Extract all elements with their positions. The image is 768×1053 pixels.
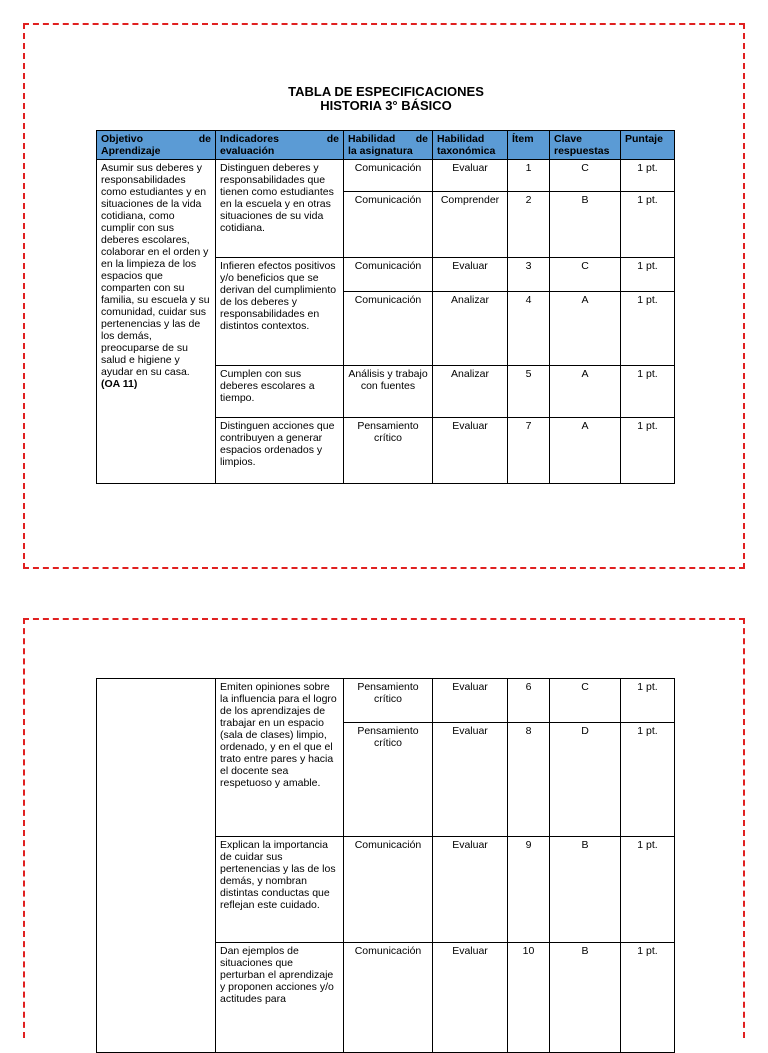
item-cell: 8 bbox=[508, 723, 550, 837]
item-cell: 7 bbox=[508, 418, 550, 484]
item-cell: 9 bbox=[508, 837, 550, 943]
taxonomica-cell: Evaluar bbox=[433, 258, 508, 292]
habilidad-cell: Análisis y trabajo con fuentes bbox=[344, 366, 433, 418]
habilidad-cell: Comunicación bbox=[344, 292, 433, 366]
taxonomica-cell: Evaluar bbox=[433, 679, 508, 723]
item-cell: 5 bbox=[508, 366, 550, 418]
header-objetivo: Objetivo de Aprendizaje bbox=[97, 131, 216, 160]
taxonomica-cell: Evaluar bbox=[433, 943, 508, 1053]
item-cell: 1 bbox=[508, 160, 550, 192]
header-puntaje: Puntaje bbox=[621, 131, 675, 160]
item-cell: 3 bbox=[508, 258, 550, 292]
indicator-cell: Distinguen acciones que contribuyen a generar espacios ordenados y limpios. bbox=[216, 418, 344, 484]
puntaje-cell: 1 pt. bbox=[621, 679, 675, 723]
indicator-cell: Dan ejemplos de situaciones que perturban el aprendizaje y proponen acciones y/o actitudes para bbox=[216, 943, 344, 1053]
clave-cell: A bbox=[550, 292, 621, 366]
puntaje-cell: 1 pt. bbox=[621, 943, 675, 1053]
objective-cell bbox=[97, 679, 216, 1053]
indicator-cell: Emiten opiniones sobre la influencia para el logro de los aprendizajes de trabajar en un espacio (sala de clases) limpio, ordenado, y en el que el trato entre pares y hacia el docente sea respetuoso y amable. bbox=[216, 679, 344, 837]
clave-cell: B bbox=[550, 192, 621, 258]
habilidad-cell: Comunicación bbox=[344, 160, 433, 192]
habilidad-cell: Comunicación bbox=[344, 192, 433, 258]
table-header-row bbox=[97, 131, 675, 160]
indicator-cell: Infieren efectos positivos y/o beneficios que se derivan del cumplimiento de los deberes y responsabilidades en distintos contextos. bbox=[216, 258, 344, 366]
habilidad-cell: Comunicación bbox=[344, 943, 433, 1053]
clave-cell: D bbox=[550, 723, 621, 837]
taxonomica-cell: Evaluar bbox=[433, 418, 508, 484]
objective-code: (OA 11) bbox=[101, 378, 138, 390]
puntaje-cell: 1 pt. bbox=[621, 837, 675, 943]
puntaje-cell: 1 pt. bbox=[621, 723, 675, 837]
indicator-cell: Cumplen con sus deberes escolares a tiempo. bbox=[216, 366, 344, 418]
taxonomica-cell: Analizar bbox=[433, 366, 508, 418]
objective-cell bbox=[97, 160, 216, 484]
objective-text: Asumir sus deberes y responsabilidades como estudiantes y en situaciones de la vida cotidiana, como cumplir con sus deberes escolares, colaborar en el orden y en la limpieza de los espacios que comparten con su familia, su escuela y su comunidad, cuidar sus pertenencias y las de los demás, preocuparse de su salud e higiene y ayudar en su casa. bbox=[101, 162, 210, 378]
document-page-2 bbox=[23, 618, 745, 1038]
document-page-1 bbox=[23, 23, 745, 569]
habilidad-cell: Comunicación bbox=[344, 258, 433, 292]
specification-table bbox=[96, 130, 675, 484]
title-line-2: HISTORIA 3° BÁSICO bbox=[320, 98, 452, 113]
taxonomica-cell: Evaluar bbox=[433, 160, 508, 192]
indicator-cell: Explican la importancia de cuidar sus pertenencias y las de los demás, y nombran distintas conductas que reflejan este cuidado. bbox=[216, 837, 344, 943]
puntaje-cell: 1 pt. bbox=[621, 258, 675, 292]
puntaje-cell: 1 pt. bbox=[621, 292, 675, 366]
header-item: Ítem bbox=[508, 131, 550, 160]
taxonomica-cell: Evaluar bbox=[433, 723, 508, 837]
title-line-1: TABLA DE ESPECIFICACIONES bbox=[288, 84, 484, 99]
puntaje-cell: 1 pt. bbox=[621, 366, 675, 418]
item-cell: 10 bbox=[508, 943, 550, 1053]
habilidad-cell: Pensamiento crítico bbox=[344, 418, 433, 484]
item-cell: 4 bbox=[508, 292, 550, 366]
table-row bbox=[97, 160, 675, 192]
clave-cell: C bbox=[550, 160, 621, 192]
habilidad-cell: Comunicación bbox=[344, 837, 433, 943]
header-clave: Clave respuestas bbox=[550, 131, 621, 160]
clave-cell: C bbox=[550, 679, 621, 723]
clave-cell: A bbox=[550, 418, 621, 484]
document-title bbox=[25, 85, 747, 113]
taxonomica-cell: Analizar bbox=[433, 292, 508, 366]
puntaje-cell: 1 pt. bbox=[621, 160, 675, 192]
indicator-cell: Distinguen deberes y responsabilidades que tienen como estudiantes en la escuela y en otras situaciones de su vida cotidiana. bbox=[216, 160, 344, 258]
item-cell: 2 bbox=[508, 192, 550, 258]
clave-cell: B bbox=[550, 943, 621, 1053]
clave-cell: A bbox=[550, 366, 621, 418]
clave-cell: C bbox=[550, 258, 621, 292]
specification-table-continued bbox=[96, 678, 675, 1053]
item-cell: 6 bbox=[508, 679, 550, 723]
header-habilidad-asignatura: Habilidad de la asignatura bbox=[344, 131, 433, 160]
habilidad-cell: Pensamiento crítico bbox=[344, 679, 433, 723]
header-indicadores: Indicadores de evaluación bbox=[216, 131, 344, 160]
clave-cell: B bbox=[550, 837, 621, 943]
puntaje-cell: 1 pt. bbox=[621, 192, 675, 258]
table-row bbox=[97, 679, 675, 723]
header-habilidad-taxonomica: Habilidad taxonómica bbox=[433, 131, 508, 160]
taxonomica-cell: Comprender bbox=[433, 192, 508, 258]
taxonomica-cell: Evaluar bbox=[433, 837, 508, 943]
habilidad-cell: Pensamiento crítico bbox=[344, 723, 433, 837]
puntaje-cell: 1 pt. bbox=[621, 418, 675, 484]
